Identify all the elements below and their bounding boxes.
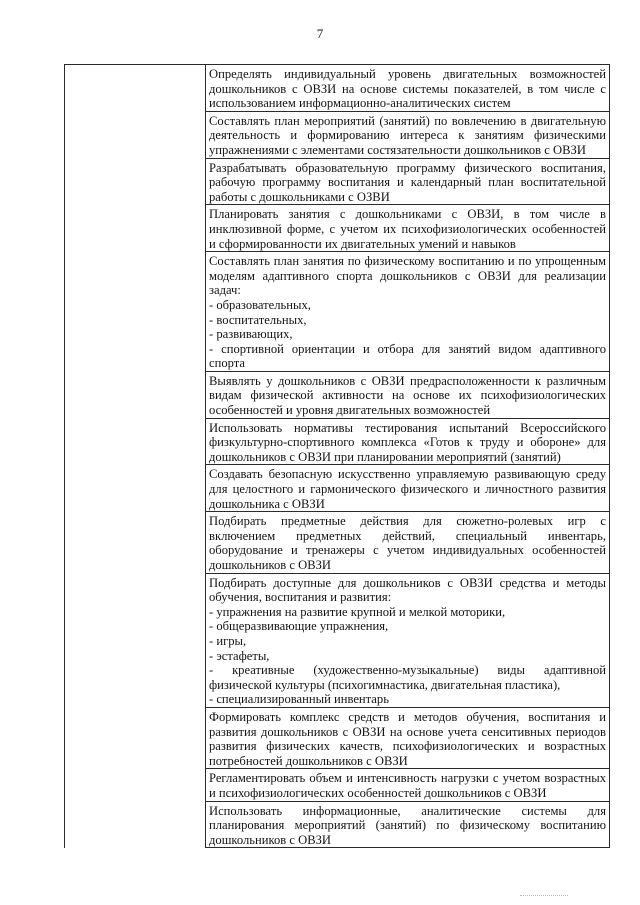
cell-line: Подбирать предметные действия для сюжетно-ролевых игр с <box>209 514 606 529</box>
cell-line: упражнениями с элементами состязательности дошкольников с ОВЗИ <box>209 142 586 157</box>
table-cell <box>209 67 606 111</box>
cell-line: физической культуры (психогимнастика, двигательная пластика), <box>209 677 561 692</box>
cell-line: Подбирать доступные для дошкольников с ОВЗИ средства и методы <box>209 575 606 590</box>
table-cell <box>209 771 606 800</box>
table-row <box>206 708 609 769</box>
cell-line: дошкольников с ОВЗИ <box>209 558 332 572</box>
table-cell <box>209 207 606 251</box>
cell-line: Регламентировать объем и интенсивность нагрузки с учетом возрастных <box>209 771 606 786</box>
cell-line: и психофизиологических особенностей дошкольников с ОВЗИ <box>209 785 547 800</box>
table-row <box>206 465 609 512</box>
cell-line: - специализированный инвентарь <box>209 692 389 707</box>
cell-line: - спортивной ориентации и отбора для занятий видом адаптивного <box>209 341 606 356</box>
cell-line: Использовать нормативы тестирования испытаний Всероссийского <box>209 420 606 435</box>
cell-line: для целостного и гармонического физического и личностного развития <box>209 482 606 497</box>
cell-line: дошкольника с ОВЗИ <box>209 496 325 511</box>
table-cell <box>209 804 606 848</box>
cell-line: обучения, воспитания и развития: <box>209 590 392 605</box>
skills-table <box>64 64 610 848</box>
cell-line: - воспитательных, <box>209 312 307 327</box>
table-cell <box>209 514 606 572</box>
cell-line: Использовать информационные, аналитические системы для <box>209 803 606 818</box>
table-cell <box>209 576 606 707</box>
table-row <box>206 252 609 372</box>
cell-line: - образовательных, <box>209 297 311 312</box>
cell-line: - общеразвивающие упражнения, <box>209 619 389 634</box>
cell-line: Формировать комплекс средств и методов обучения, воспитания и <box>209 709 606 724</box>
cell-line: физкультурно-спортивного комплекса «Готов к труду и обороне» для <box>209 435 606 450</box>
cell-line: оборудование и тренажеры с учетом индивидуальных особенностей <box>209 543 606 558</box>
cell-line: включением предметных действий, специальный инвентарь, <box>209 528 606 543</box>
cell-line: дошкольников с ОВЗИ на основе системы показателей, в том числе с <box>209 81 606 96</box>
table-cell <box>209 467 606 511</box>
cell-line: - развивающих, <box>209 327 293 342</box>
cell-line: работы с дошкольниками с ОЗВИ <box>209 189 390 204</box>
table-row <box>206 419 609 466</box>
table-cell <box>209 710 606 768</box>
cell-line: Планировать занятия с дошкольниками с ОВЗИ, в том числе в <box>209 207 606 222</box>
cell-line: особенностей и уровня двигательных возможностей <box>209 403 491 418</box>
cell-line: - упражнения на развитие крупной и мелкой моторики, <box>209 604 506 619</box>
cell-line: Выявлять у дошкольников с ОВЗИ предрасположенности к различным <box>209 373 606 388</box>
table-row <box>206 159 609 206</box>
cell-line: потребностей дошкольников с ОВЗИ <box>209 753 408 768</box>
cell-line: спорта <box>209 356 246 371</box>
table-cell <box>209 114 606 158</box>
cell-line: видам физической активности на основе их психофизиологических <box>209 388 606 403</box>
table-cell <box>209 161 606 205</box>
table-row <box>206 574 609 708</box>
cell-line: Определять индивидуальный уровень двигательных возможностей <box>209 67 606 81</box>
page-number: 7 <box>316 26 324 41</box>
table-cell <box>209 254 606 371</box>
table-row <box>206 512 609 573</box>
cell-line: - игры, <box>209 633 247 648</box>
cell-line: дошкольников с ОВЗИ при планировании мероприятий (занятий) <box>209 449 561 464</box>
table-left-column <box>65 65 206 848</box>
cell-line: развития дошкольников с ОВЗИ на основе учета сенситивных периодов <box>209 724 606 739</box>
cell-line: - креативные (художественно-музыкальные) виды адаптивной <box>209 663 606 678</box>
cell-line: и сформированности их двигательных умений и навыков <box>209 236 516 251</box>
table-row <box>206 65 609 112</box>
cell-line: Составлять план занятия по физическому воспитанию и по упрощенным <box>209 254 606 269</box>
table-cell <box>209 421 606 465</box>
cell-line: развития физических качеств, психофизиологических и возрастных <box>209 739 606 754</box>
cell-line: деятельность и формированию интереса к занятиям физическими <box>209 128 606 143</box>
table-row <box>206 205 609 252</box>
table-row <box>206 112 609 159</box>
table-right-column <box>206 65 609 848</box>
cell-line: рабочую программу воспитания и календарный план воспитательной <box>209 175 606 190</box>
cell-line: Создавать безопасную искусственно управляемую развивающую среду <box>209 467 606 482</box>
table-row <box>206 769 609 801</box>
cell-line: задач: <box>209 283 241 298</box>
table-row <box>206 802 609 849</box>
table-cell <box>209 374 606 418</box>
cell-line: дошкольников с ОВЗИ <box>209 832 332 847</box>
cell-line: использованием информационно-аналитических систем <box>209 96 511 111</box>
cell-line: - эстафеты, <box>209 648 270 663</box>
cell-line: Составлять план мероприятий (занятий) по вовлечению в двигательную <box>209 113 606 128</box>
cell-line: планирования мероприятий (занятий) по физическому воспитанию <box>209 818 606 833</box>
scan-artifact <box>520 895 568 898</box>
table-row <box>206 372 609 419</box>
cell-line: инклюзивной форме, с учетом их психофизиологических особенностей <box>209 221 606 236</box>
cell-line: моделям адаптивного спорта дошкольников с ОВЗИ для реализации <box>209 268 606 283</box>
cell-line: Разрабатывать образовательную программу физического воспитания, <box>209 160 606 175</box>
